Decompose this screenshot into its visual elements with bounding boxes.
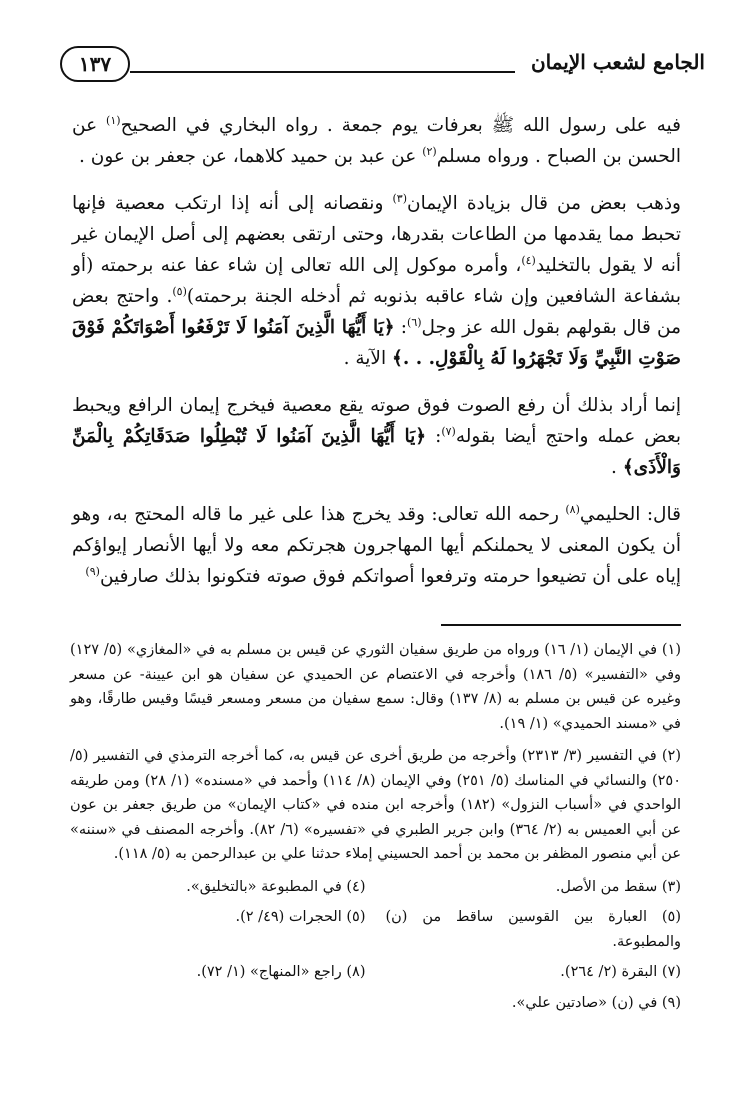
footnote-4: (٤) في المطبوعة «بالتخليق». — [186, 878, 366, 895]
text: قال: الحليمي — [579, 504, 681, 525]
paragraph-1 — [72, 110, 681, 172]
footnote-ref-2: (٢) — [422, 144, 437, 158]
footnote-ref-1: (١) — [106, 113, 121, 127]
footnote-1: (١) في الإيمان (١/ ١٦) ورواه من طريق سفيان الثوري عن قيس بن مسلم به في «المغازي» (٥/ ١٢٧) وفي «التفسير» (٥/ ١٨٦) وأخرجه في الاعتصام عن الحميدي عن سفيان هو ابن عيينة- عن مسعر وغيره عن قيس بن مسلم به (٨/ ١٣٧) وقال: سمع سفيان من مسعر ومسعر قيسًا وقيس طارقًا، وهو في «مسند الحميدي» (١/ ١٩). — [70, 642, 682, 732]
footnote-ref-5: (٥) — [172, 284, 187, 298]
page-header — [60, 44, 705, 88]
text: عن عبد بن حميد كلاهما، عن جعفر بن عون . — [79, 146, 423, 167]
footnotes — [70, 638, 681, 1023]
footnote-ref-9: (٩) — [85, 564, 100, 578]
footnote-ref-6: (٦) — [407, 315, 422, 329]
text: وذهب بعض من قال بزيادة الإيمان — [407, 193, 681, 214]
footnote-6: (٥) الحجرات (٤٩/ ٢). — [235, 909, 366, 925]
paragraph-3 — [72, 390, 681, 483]
text: . — [611, 457, 623, 478]
text: فيه على رسول الله ﷺ بعرفات يوم جمعة . رواه البخاري في الصحيح — [120, 115, 681, 136]
running-title: الجامع لشعب الإيمان — [530, 50, 705, 74]
text: . واحتج بعض من قال بقولهم بقول الله عز وجل — [72, 286, 681, 338]
footnote-3: (٣) سقط من الأصل. — [555, 878, 681, 895]
footnote-ref-8: (٨) — [565, 502, 580, 516]
header-rule — [130, 71, 515, 73]
footnote-ref-7: (٧) — [441, 424, 456, 438]
text: : — [426, 426, 442, 447]
quran-verse-2: ﴿يَا أَيُّهَا الَّذِينَ آمَنُوا لَا تُبْطِلُوا صَدَقَاتِكُمْ بِالْمَنِّ وَالْأَذَى﴾ — [72, 426, 681, 478]
footnote-9: (٩) في (ن) «صادتين علي». — [511, 994, 681, 1011]
footnote-7: (٧) البقرة (٢/ ٢٦٤). — [560, 964, 681, 980]
text: الآية . — [343, 348, 392, 369]
footnote-ref-4: (٤) — [521, 253, 536, 267]
page-number: ١٣٧ — [60, 46, 130, 82]
text: ونقصانه إلى أنه إذا ارتكب معصية فإنها تحبط مما يقدمها من الطاعات بقدرها، وحتى ارتقى بعضهم إلى أصل الإيمان غير أنه لا يقول بالتخليد — [72, 193, 681, 276]
text: ، وأمره موكول إلى الله تعالى إن شاء عفا عنه برحمته (أو بشفاعة الشافعين وإن شاء عاقبه بذنوبه ثم أدخله الجنة برحمته) — [72, 255, 681, 307]
quran-verse-1: ﴿يَا أَيُّهَا الَّذِينَ آمَنُوا لَا تَرْفَعُوا أَصْوَاتَكُمْ فَوْقَ صَوْتِ النَّبِيِّ وَلَا تَجْهَرُوا لَهُ بِالْقَوْلِ. . .﴾ — [72, 317, 681, 369]
paragraph-4 — [72, 499, 681, 592]
main-text — [72, 110, 681, 608]
text: : — [394, 317, 408, 338]
text: إنما أراد بذلك أن رفع الصوت فوق صوته يقع معصية فيخرج إيمان الرافع ويحبط بعض عمله واحتج أيضا بقوله — [72, 395, 681, 447]
text: عن الحسن بن الصباح . ورواه مسلم — [72, 115, 681, 167]
footnote-grid — [70, 875, 681, 985]
footnote-5: (٥) العبارة بين القوسين ساقط من (ن) والمطبوعة. — [385, 909, 681, 950]
footnote-8: (٨) راجع «المنهاج» (١/ ٧٢). — [196, 964, 366, 980]
footnote-ref-3: (٣) — [392, 191, 407, 205]
footnote-separator — [441, 624, 681, 626]
footnote-2: (٢) في التفسير (٣/ ٢٣١٣) وأخرجه من طريق أخرى عن قيس به، كما أخرجه الترمذي في التفسير (٥/ ٢٥٠) والنسائي في المناسك (٥/ ٢٥١) وفي الإيمان (٨/ ١١٤) وأحمد في «مسنده» (١/ ٢٨) ومن طريقه الواحدي في «أسباب النزول» (١٨٢) وأخرجه ابن منده في «كتاب الإيمان» من طريق جعفر بن عون عن أبي العميس به (٢/ ٣٦٤) وابن جرير الطبري في «تفسيره» (٦/ ٨٢). وأخرجه المصنف في «سننه» عن أبي منصور المظفر بن محمد بن أحمد الحسيني إملاء حدثنا علي بن عبدالرحمن به (٥/ ١١٨). — [70, 748, 682, 862]
text: رحمه الله تعالى: وقد يخرج هذا على غير ما قاله المحتج به، وهو أن يكون المعنى لا يحملنكم أيها المهاجرون هجرتكم معه ولا أيها الأنصار إيواؤكم إياه على أن تضيعوا حرمته وترفعوا أصواتكم فوق صوته فتكونوا بذلك صارفين — [72, 504, 681, 587]
paragraph-2 — [72, 188, 681, 374]
